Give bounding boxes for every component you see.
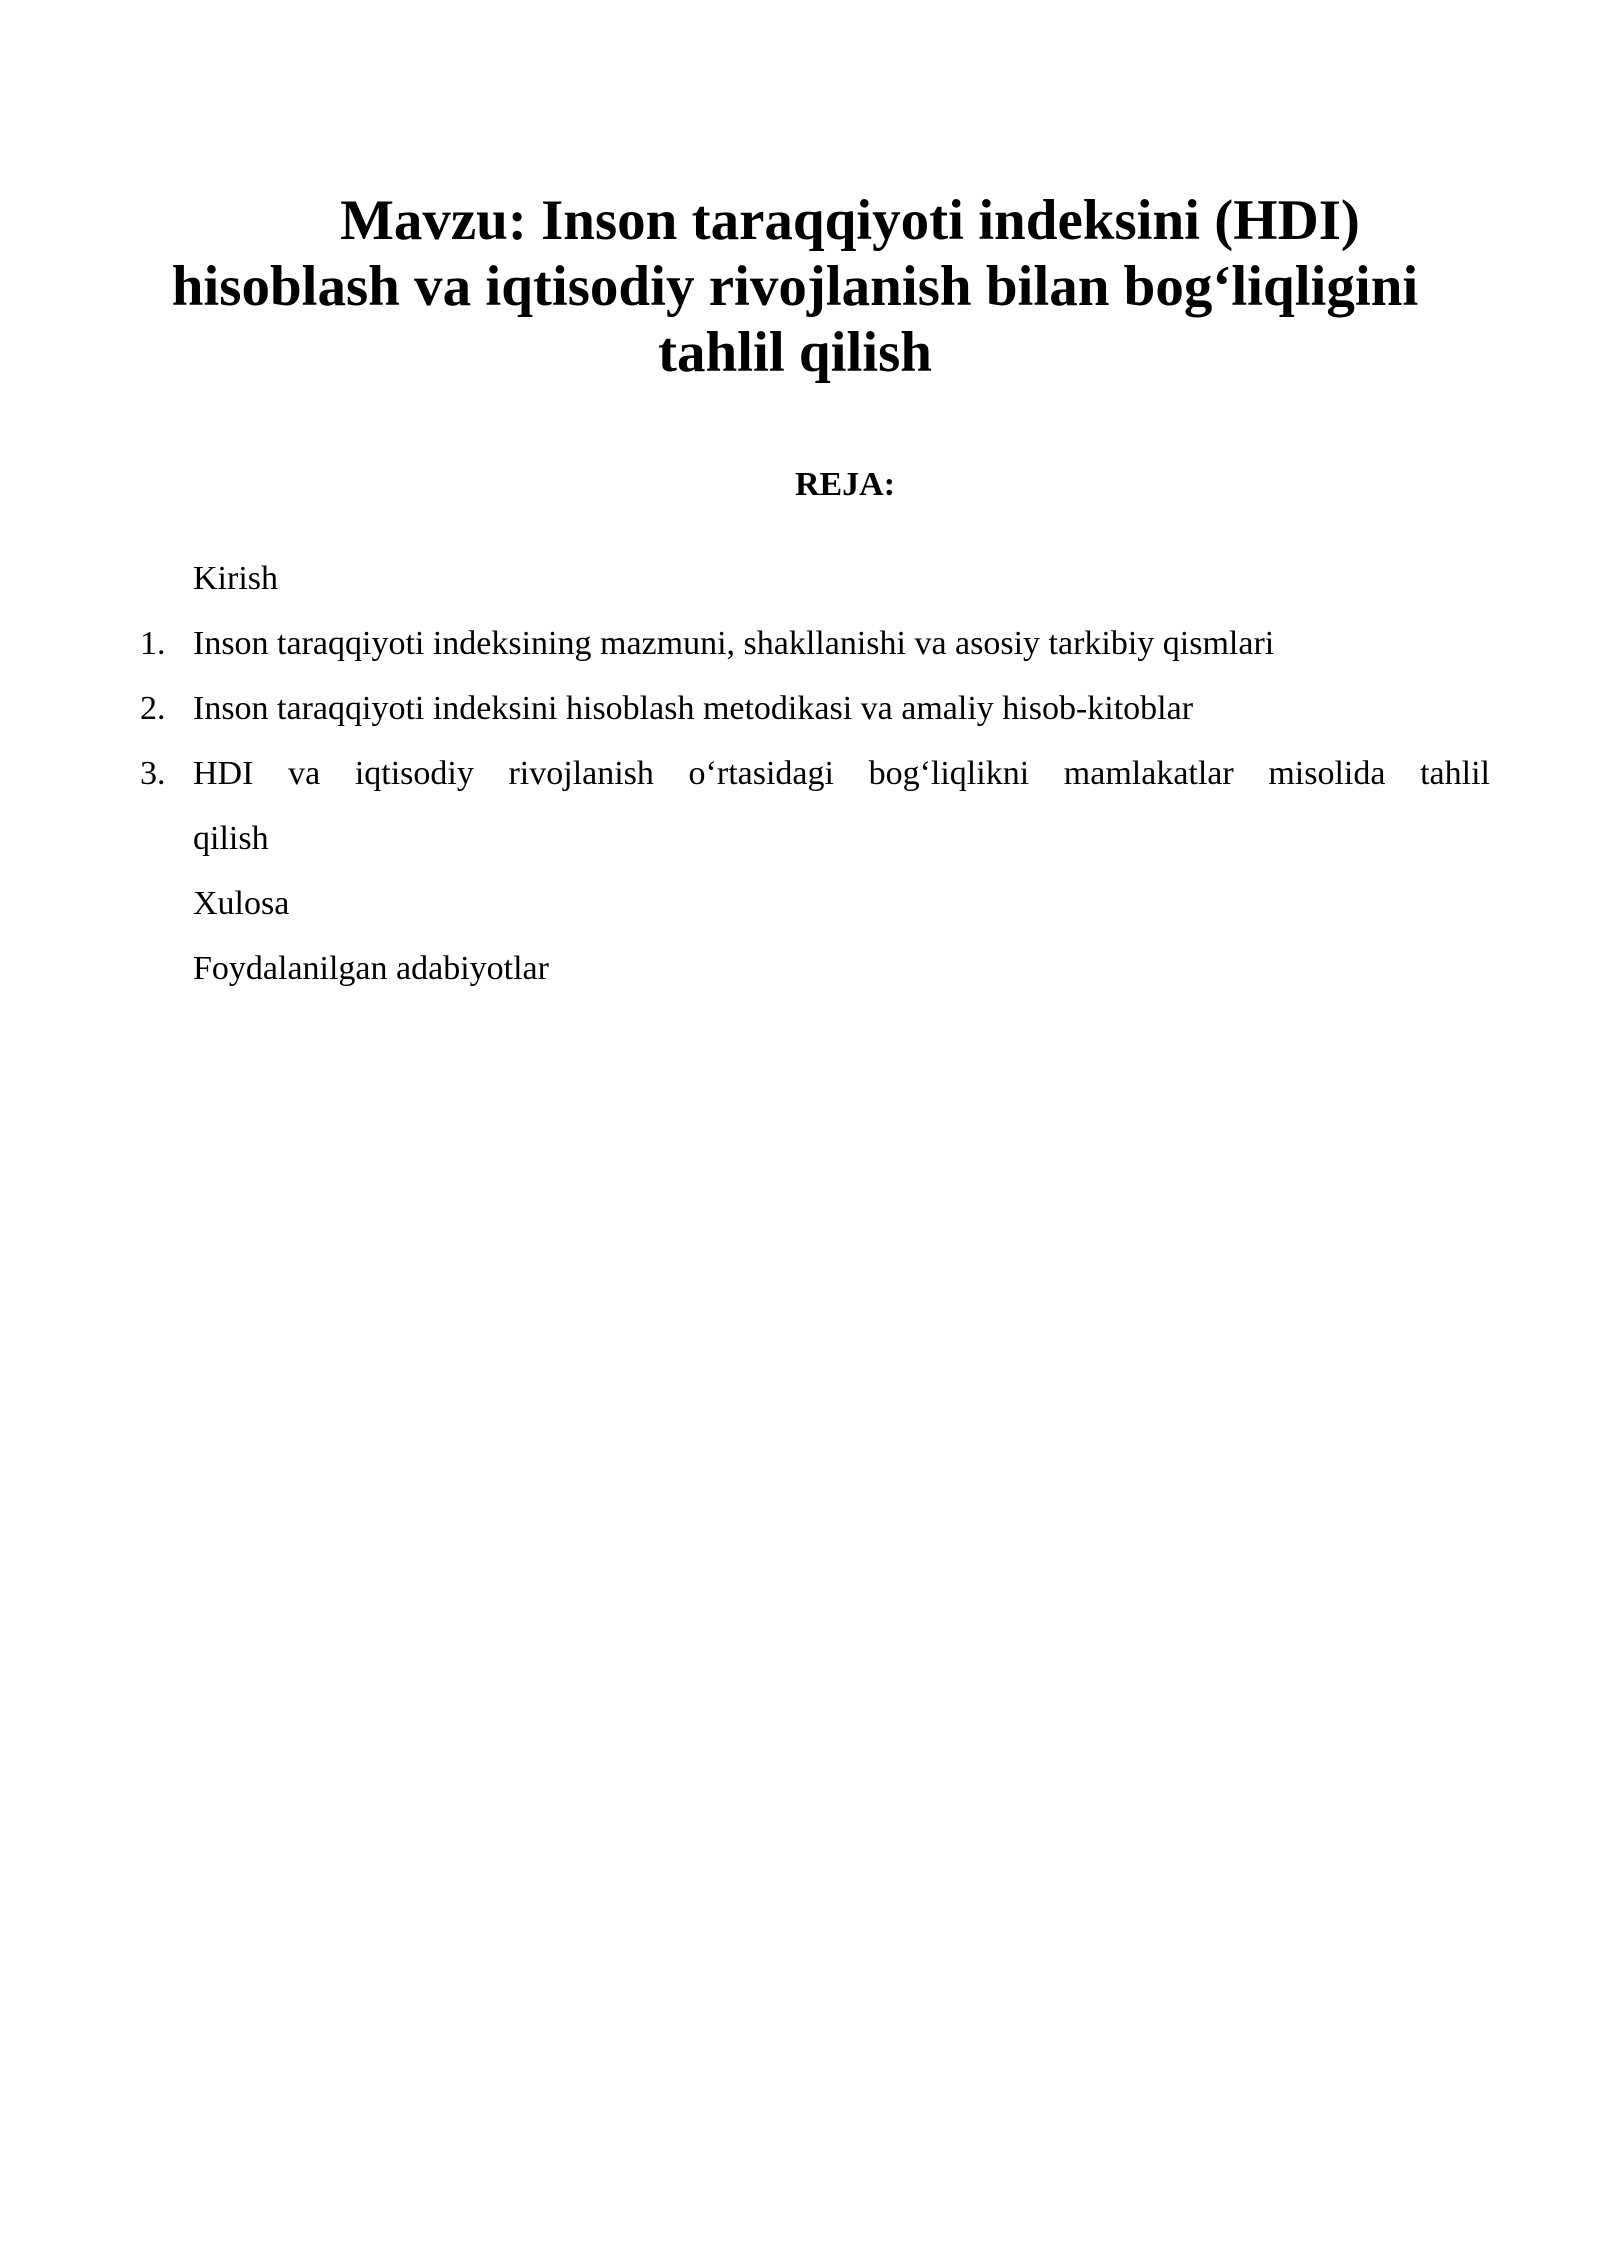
plan-item-text: Inson taraqqiyoti indeksini hisoblash metodikasi va amaliy hisob-kitoblar: [193, 690, 1194, 727]
plan-item-3: [140, 741, 1490, 871]
plan-list: [140, 546, 1490, 1001]
plan-item-text: [193, 741, 1490, 871]
plan-item-1: [140, 611, 1490, 676]
title-line-3: tahlil qilish: [657, 321, 933, 384]
plan-item-2: [140, 676, 1490, 741]
plan-heading: REJA:: [794, 466, 896, 503]
plan-item-references: [140, 936, 1490, 1001]
plan-item-number: 3.: [140, 755, 166, 792]
plan-item-text-line-2: qilish: [193, 820, 269, 857]
plan-item-text: Foydalanilgan adabiyotlar: [193, 950, 549, 987]
plan-item-text-line-1: HDI va iqtisodiy rivojlanish o‘rtasidagi bog‘liqlikni mamlakatlar misolida tahlil: [193, 755, 1490, 792]
plan-item-number: 1.: [140, 625, 166, 662]
title-line-1: Mavzu: Inson taraqqiyoti indeksini (HDI): [340, 189, 1360, 252]
plan-item-conclusion: [140, 871, 1490, 936]
plan-item-text: Xulosa: [193, 885, 290, 922]
plan-item-number: 2.: [140, 690, 166, 727]
plan-item-text: Inson taraqqiyoti indeksining mazmuni, shakllanishi va asosiy tarkibiy qismlari: [193, 625, 1275, 662]
plan-item-introduction: [140, 546, 1490, 611]
document-title: [140, 188, 1450, 386]
title-line-2: hisoblash va iqtisodiy rivojlanish bilan bog‘liqligini: [171, 255, 1419, 318]
plan-item-text: Kirish: [193, 560, 278, 597]
